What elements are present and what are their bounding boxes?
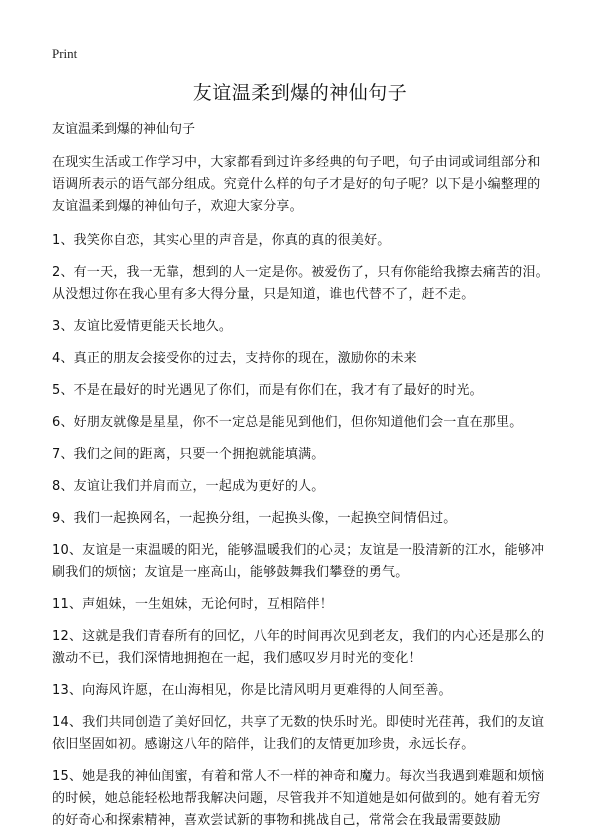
article-body [52, 121, 550, 828]
list-item: 14、我们共同创造了美好回忆，共享了无数的快乐时光。即使时光荏苒，我们的友谊依旧坚固如初。感谢这八年的陪伴，让我们的友情更加珍贵，永远长存。 [52, 715, 545, 752]
article-subtitle: 友谊温柔到爆的神仙句子 [52, 122, 196, 137]
list-item: 6、好朋友就像是星星，你不一定总是能见到他们，但你知道他们会一直在那里。 [52, 415, 523, 430]
intro-paragraph: 在现实生活或工作学习中，大家都看到过许多经典的句子吧，句子由词或词组部分和语调所表示的语气部分组成。究竟什么样的句子才是好的句子呢？以下是小编整理的友谊温柔到爆的神仙句子，欢迎大家分享。 [52, 155, 541, 214]
list-item: 2、有一天，我一无靠，想到的人一定是你。被爱伤了，只有你能给我擦去痛苦的泪。从没想过你在我心里有多大得分量，只是知道，谁也代替不了，赶不走。 [52, 265, 549, 302]
list-item: 4、真正的朋友会接受你的过去，支持你的现在，激励你的未来 [52, 351, 417, 366]
list-item: 13、向海风许愿，在山海相见，你是比清风明月更难得的人间至善。 [52, 683, 452, 698]
list-item: 11、声姐妹，一生姐妹，无论何时，互相陪伴！ [52, 597, 333, 612]
list-item: 3、友谊比爱情更能天长地久。 [52, 319, 233, 334]
list-item: 9、我们一起换网名，一起换分组，一起换头像，一起换空间情侣过。 [52, 511, 457, 526]
print-link[interactable]: Print [52, 46, 78, 61]
list-item: 10、友谊是一束温暖的阳光，能够温暖我们的心灵；友谊是一股清新的江水，能够冲刷我们的烦恼；友谊是一座高山，能够鼓舞我们攀登的勇气。 [52, 543, 545, 580]
list-item: 5、不是在最好的时光遇见了你们，而是有你们在，我才有了最好的时光。 [52, 383, 483, 398]
list-item: 7、我们之间的距离，只要一个拥抱就能填满。 [52, 447, 325, 462]
list-item: 1、我笑你自恋，其实心里的声音是，你真的真的很美好。 [52, 233, 391, 248]
list-item: 12、这就是我们青春所有的回忆，八年的时间再次见到老友，我们的内心还是那么的激动不已，我们深情地拥抱在一起，我们感叹岁月时光的变化！ [52, 629, 545, 666]
list-item: 15、她是我的神仙闺蜜，有着和常人不一样的神奇和魔力。每次当我遇到难题和烦恼的时候，她总能轻松地帮我解决问题，尽管我并不知道她是如何做到的。她有着无穷的好奇心和探索精神，喜欢尝试新的事物和挑战自己，常常会在我最需要鼓励 [52, 769, 545, 828]
page-title: 友谊温柔到爆的神仙句子 [192, 82, 408, 104]
list-item: 8、友谊让我们并肩而立，一起成为更好的人。 [52, 479, 325, 494]
